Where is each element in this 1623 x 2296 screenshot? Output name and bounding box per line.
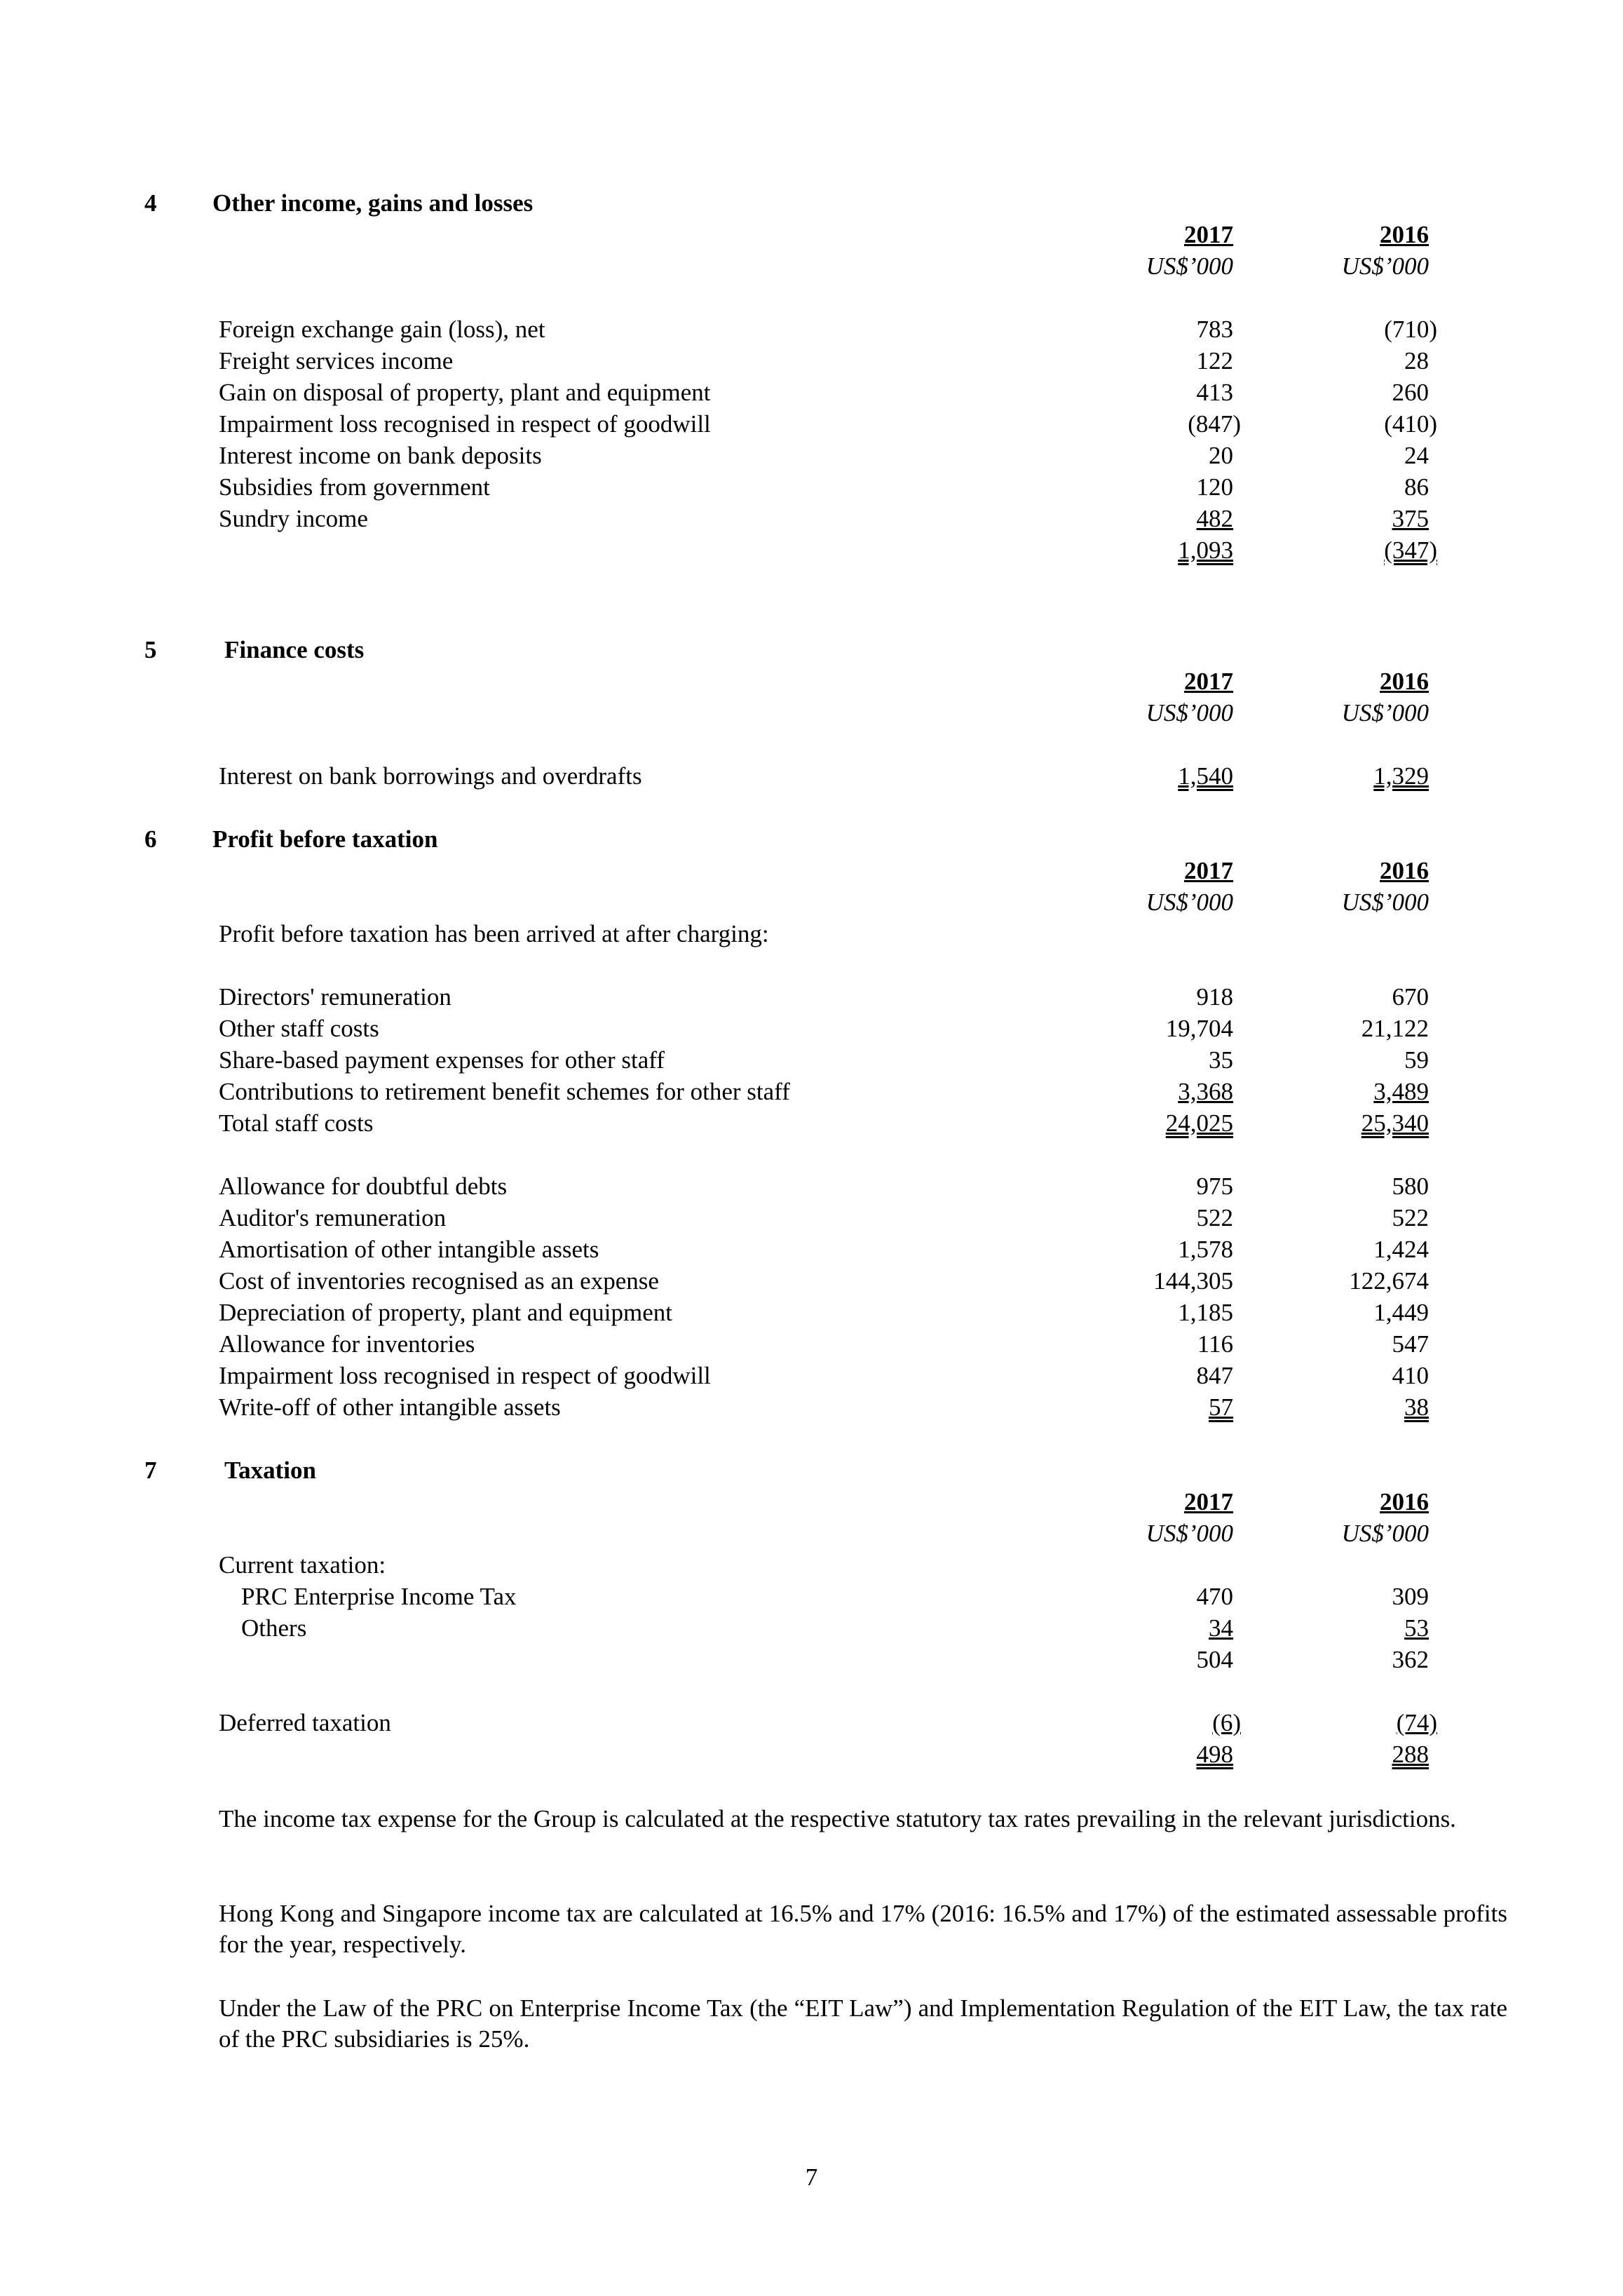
value-2016: 1,424 [1373,1236,1429,1263]
page-number: 7 [805,2163,818,2191]
column-unit: US$’000 [1341,252,1429,280]
subtotal-2017: 504 [1196,1646,1233,1673]
row-label: Others [241,1614,307,1642]
column-year-2016: 2016 [1380,1488,1429,1515]
column-unit: US$’000 [1146,1520,1233,1547]
row-label: Freight services income [219,347,454,374]
value-2017: 482 [1196,505,1233,532]
value-2017: 918 [1196,983,1233,1011]
value-2016: 122,674 [1349,1267,1429,1295]
value-2016: 580 [1392,1173,1429,1200]
row-label: Other staff costs [219,1015,379,1042]
column-year-2017: 2017 [1184,221,1233,248]
section-intro: Profit before taxation has been arrived at after charging: [219,920,769,947]
row-label: Directors' remuneration [219,983,451,1011]
value-2017: 783 [1196,316,1233,343]
section-number: 6 [144,825,157,853]
row-label: Interest income on bank deposits [219,442,542,469]
value-2016: 38 [1404,1393,1429,1421]
value-2017: 34 [1209,1614,1233,1642]
row-label: Deferred taxation [219,1709,391,1736]
row-label: Share-based payment expenses for other staff [219,1046,665,1074]
value-2017: 1,185 [1178,1299,1233,1326]
value-2016: 21,122 [1361,1015,1429,1042]
value-2016: 375 [1392,505,1429,532]
column-year-2016: 2016 [1380,668,1429,695]
value-2016: (410) [1384,410,1437,438]
value-2017: 1,578 [1178,1236,1233,1263]
section-number: 7 [144,1457,157,1484]
column-unit: US$’000 [1146,699,1233,727]
column-year-2016: 2016 [1380,857,1429,884]
total-2016: 288 [1392,1741,1429,1768]
value-2016: 3,489 [1373,1078,1429,1105]
value-2017: 122 [1196,347,1233,374]
value-2016: 260 [1392,379,1429,406]
value-2017: 24,025 [1165,1109,1233,1137]
value-2016: 1,329 [1373,762,1429,790]
section-title: Other income, gains and losses [212,189,534,217]
value-2017: 35 [1209,1046,1233,1074]
value-2016: (710) [1384,316,1437,343]
current-taxation-label: Current taxation: [219,1551,386,1579]
row-label: Contributions to retirement benefit schemes for other staff [219,1078,790,1105]
row-label: Total staff costs [219,1109,374,1137]
column-unit: US$’000 [1341,699,1429,727]
paragraph: Under the Law of the PRC on Enterprise Income Tax (the “EIT Law”) and Implementation Regulation of the EIT Law, the tax rate of the PRC subsidiaries is 25%. [219,1994,1507,2053]
value-2017: 116 [1197,1330,1233,1358]
row-label: Subsidies from government [219,473,490,501]
column-year-2017: 2017 [1184,668,1233,695]
value-2017: 57 [1209,1393,1233,1421]
value-2016: 53 [1404,1614,1429,1642]
section-title: Profit before taxation [212,825,438,853]
column-year-2017: 2017 [1184,857,1233,884]
row-label: Interest on bank borrowings and overdrafts [219,762,642,790]
row-label: Impairment loss recognised in respect of goodwill [219,1362,711,1389]
value-2016: 309 [1392,1583,1429,1610]
paragraph: Hong Kong and Singapore income tax are calculated at 16.5% and 17% (2016: 16.5% and 17%) of the estimated assessable profits for the year, respectively. [219,1900,1507,1958]
value-2017: 1,540 [1178,762,1233,790]
value-2017: 847 [1196,1362,1233,1389]
row-label: Gain on disposal of property, plant and equipment [219,379,711,406]
value-2016: 547 [1392,1330,1429,1358]
row-label: PRC Enterprise Income Tax [241,1583,517,1610]
section-number: 4 [144,189,157,217]
column-year-2016: 2016 [1380,221,1429,248]
row-label: Amortisation of other intangible assets [219,1236,599,1263]
value-2016: 59 [1404,1046,1429,1074]
value-2017: 522 [1196,1204,1233,1231]
total-2016: (347) [1384,536,1437,564]
value-2017: 470 [1196,1583,1233,1610]
value-2017: 19,704 [1165,1015,1233,1042]
value-2016: 670 [1392,983,1429,1011]
value-2016: 28 [1404,347,1429,374]
value-2017: 975 [1196,1173,1233,1200]
column-unit: US$’000 [1146,252,1233,280]
column-unit: US$’000 [1146,889,1233,916]
row-label: Allowance for doubtful debts [219,1173,508,1200]
value-2016: 522 [1392,1204,1429,1231]
row-label: Impairment loss recognised in respect of goodwill [219,410,711,438]
value-2016: (74) [1396,1709,1437,1736]
row-label: Write-off of other intangible assets [219,1393,561,1421]
total-2017: 498 [1196,1741,1233,1768]
column-year-2017: 2017 [1184,1488,1233,1515]
value-2017: (847) [1188,410,1241,438]
value-2016: 24 [1404,442,1429,469]
value-2017: 120 [1196,473,1233,501]
value-2017: (6) [1212,1709,1241,1736]
row-label: Cost of inventories recognised as an expense [219,1267,659,1295]
row-label: Foreign exchange gain (loss), net [219,316,545,343]
section-title: Taxation [224,1457,316,1484]
column-unit: US$’000 [1341,889,1429,916]
value-2016: 410 [1392,1362,1429,1389]
paragraph: The income tax expense for the Group is calculated at the respective statutory tax rates prevailing in the relevant jurisdictions. [219,1805,1456,1832]
total-2017: 1,093 [1178,536,1233,564]
value-2017: 144,305 [1153,1267,1233,1295]
value-2017: 3,368 [1178,1078,1233,1105]
section-number: 5 [144,636,157,663]
value-2017: 413 [1196,379,1233,406]
row-label: Sundry income [219,505,368,532]
section-title: Finance costs [224,636,365,663]
subtotal-2016: 362 [1392,1646,1429,1673]
row-label: Allowance for inventories [219,1330,475,1358]
value-2017: 20 [1209,442,1233,469]
row-label: Depreciation of property, plant and equipment [219,1299,672,1326]
row-label: Auditor's remuneration [219,1204,447,1231]
value-2016: 1,449 [1373,1299,1429,1326]
value-2016: 25,340 [1361,1109,1429,1137]
column-unit: US$’000 [1341,1520,1429,1547]
value-2016: 86 [1404,473,1429,501]
